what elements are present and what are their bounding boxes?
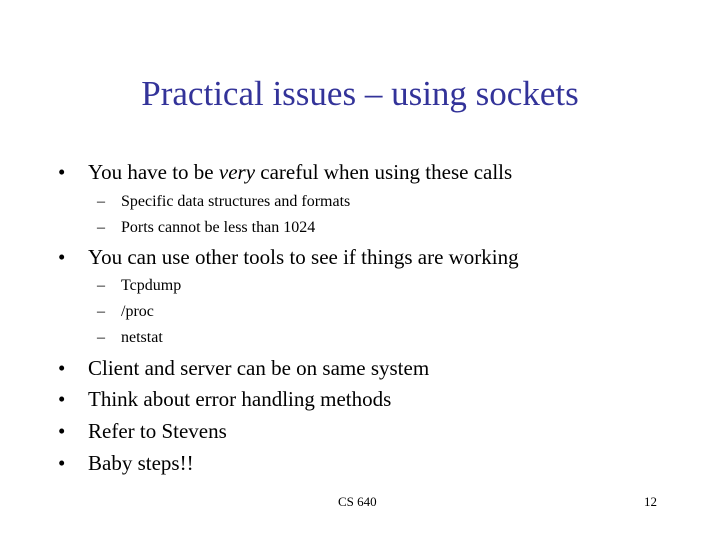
dash-marker: – xyxy=(97,303,105,320)
dash-marker: – xyxy=(97,219,105,236)
bullet-item xyxy=(58,245,519,269)
dash-marker: – xyxy=(97,193,105,210)
sub-bullet-item xyxy=(97,193,350,211)
footer-page-number: 12 xyxy=(644,494,657,509)
sub-bullet-item xyxy=(97,303,154,321)
bullet-text-emphasis: very xyxy=(218,160,256,184)
bullet-marker: • xyxy=(58,451,66,475)
sub-bullet-text: Ports cannot be less than 1024 xyxy=(121,219,316,236)
bullet-item xyxy=(58,387,391,411)
sub-bullet-text: netstat xyxy=(121,329,163,346)
bullet-text: Baby steps!! xyxy=(88,451,194,475)
bullet-item xyxy=(58,419,227,443)
sub-bullet-item xyxy=(97,329,163,347)
bullet-marker: • xyxy=(58,356,66,380)
bullet-marker: • xyxy=(58,419,66,443)
sub-bullet-item xyxy=(97,219,315,237)
slide-title: Practical issues – using sockets xyxy=(141,74,579,113)
bullet-text: Think about error handling methods xyxy=(88,387,392,411)
sub-bullet-text: /proc xyxy=(121,303,154,320)
sub-bullet-item xyxy=(97,277,181,295)
sub-bullet-text: Tcpdump xyxy=(121,277,182,294)
dash-marker: – xyxy=(97,277,105,294)
bullet-marker: • xyxy=(58,245,66,269)
bullet-text-post: careful when using these calls xyxy=(255,160,513,184)
bullet-text-pre: You have to be xyxy=(88,160,219,184)
bullet-text: Client and server can be on same system xyxy=(88,356,430,380)
bullet-text: You can use other tools to see if things are working xyxy=(88,245,519,269)
sub-bullet-text: Specific data structures and formats xyxy=(121,193,351,210)
bullet-item xyxy=(58,451,194,475)
bullet-text: Refer to Stevens xyxy=(88,419,227,443)
bullet-marker: • xyxy=(58,387,66,411)
bullet-item xyxy=(58,160,512,184)
dash-marker: – xyxy=(97,329,105,346)
bullet-item xyxy=(58,356,429,380)
bullet-marker: • xyxy=(58,160,66,184)
footer-course: CS 640 xyxy=(338,494,377,509)
